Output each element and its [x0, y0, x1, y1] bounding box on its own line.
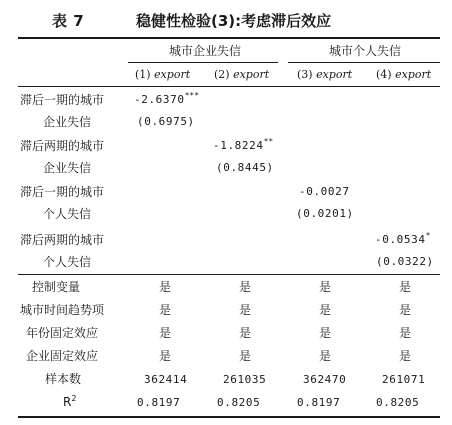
- r2-c4: 0.8205: [376, 396, 420, 409]
- bottom-rule: [18, 416, 440, 418]
- column-header-1: (1) export: [135, 68, 191, 81]
- controls-c3: 是: [319, 280, 332, 294]
- row-label-lag2-individual-line1: 滞后两期的城市: [20, 233, 105, 247]
- table-title: [0, 8, 452, 32]
- se-r2-c2: (0.8445): [216, 161, 274, 174]
- row-label-obs: 样本数: [45, 372, 82, 386]
- row-label-firm-fe: 企业固定效应: [26, 349, 99, 363]
- table-number: 表 7: [52, 12, 85, 30]
- row-label-lag2-enterprise-line2: 企业失信: [43, 161, 92, 175]
- row-label-lag1-individual-line2: 个人失信: [43, 207, 92, 221]
- group-underline-individual: [288, 62, 440, 63]
- year-fe-c4: 是: [399, 326, 412, 340]
- row-label-controls: 控制变量: [32, 280, 81, 294]
- year-fe-c1: 是: [159, 326, 172, 340]
- r2-c3: 0.8197: [297, 396, 341, 409]
- firm-fe-c3: 是: [319, 349, 332, 363]
- controls-rule: [18, 274, 440, 275]
- firm-fe-c2: 是: [239, 349, 252, 363]
- city-trend-c4: 是: [399, 303, 412, 317]
- column-header-3: (3) export: [297, 68, 353, 81]
- firm-fe-c4: 是: [399, 349, 412, 363]
- group-underline-enterprise: [128, 62, 278, 63]
- firm-fe-c1: 是: [159, 349, 172, 363]
- row-label-lag1-individual-line1: 滞后一期的城市: [20, 185, 105, 199]
- obs-c4: 261071: [382, 373, 426, 386]
- header-rule: [18, 86, 440, 87]
- obs-c2: 261035: [223, 373, 267, 386]
- group-header-individual: 城市个人失信: [328, 44, 401, 58]
- controls-c1: 是: [159, 280, 172, 294]
- controls-c4: 是: [399, 280, 412, 294]
- top-rule: [18, 37, 440, 39]
- column-header-4: (4) export: [376, 68, 432, 81]
- city-trend-c1: 是: [159, 303, 172, 317]
- row-label-lag1-enterprise-line2: 企业失信: [43, 115, 92, 129]
- r2-c2: 0.8205: [217, 396, 261, 409]
- row-label-lag2-enterprise-line1: 滞后两期的城市: [20, 139, 105, 153]
- obs-c3: 362470: [303, 373, 347, 386]
- coef-r4-c4: -0.0534*: [375, 231, 431, 246]
- table-caption: 稳健性检验(3):考虑滞后效应: [136, 12, 332, 30]
- column-header-2: (2) export: [214, 68, 270, 81]
- row-label-r2: $R^2$: [63, 394, 77, 409]
- row-label-year-fe: 年份固定效应: [26, 326, 99, 340]
- row-label-lag1-enterprise-line1: 滞后一期的城市: [20, 93, 105, 107]
- r2-c1: 0.8197: [137, 396, 181, 409]
- city-trend-c3: 是: [319, 303, 332, 317]
- row-label-lag2-individual-line2: 个人失信: [43, 255, 92, 269]
- year-fe-c2: 是: [239, 326, 252, 340]
- group-header-enterprise: 城市企业失信: [168, 44, 241, 58]
- se-r3-c3: (0.0201): [296, 207, 354, 220]
- coef-r2-c2: -1.8224**: [213, 137, 274, 152]
- coef-r1-c1: -2.6370***: [134, 91, 200, 106]
- year-fe-c3: 是: [319, 326, 332, 340]
- se-r4-c4: (0.0322): [376, 255, 434, 268]
- controls-c2: 是: [239, 280, 252, 294]
- obs-c1: 362414: [144, 373, 188, 386]
- coef-r3-c3: -0.0027: [299, 185, 350, 198]
- se-r1-c1: (0.6975): [137, 115, 195, 128]
- city-trend-c2: 是: [239, 303, 252, 317]
- row-label-city-trend: 城市时间趋势项: [20, 303, 105, 317]
